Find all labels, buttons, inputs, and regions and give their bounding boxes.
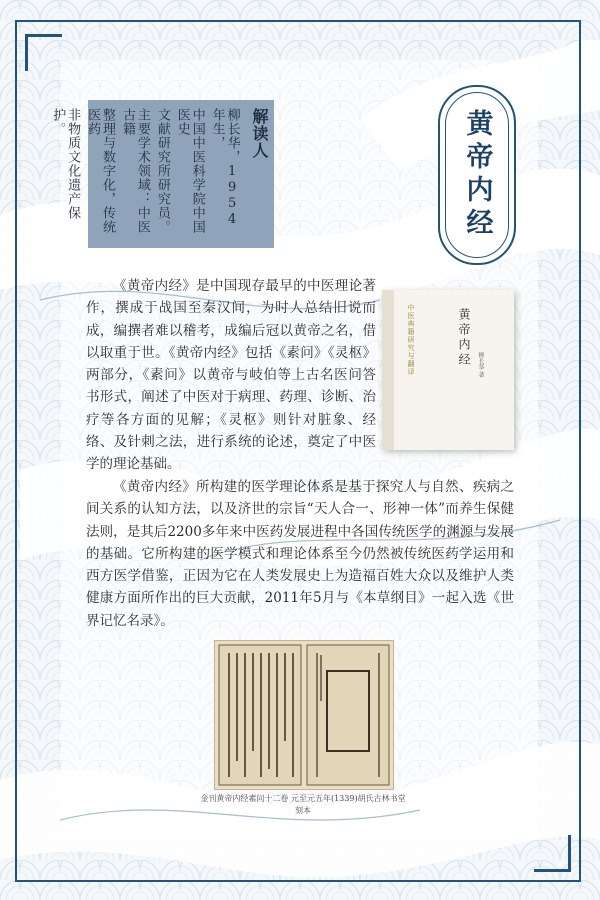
- cover-author: 柳长华 著: [477, 352, 484, 378]
- ancient-book-photo: [214, 640, 394, 790]
- reader-info-box: [50, 100, 274, 248]
- badge-inner-border: [445, 92, 509, 258]
- cover-title: 黄帝内经: [457, 308, 471, 368]
- reader-line: 柳长华，1954年生，: [209, 108, 240, 228]
- body-paragraph: 《黄帝内经》所构建的医学理论体系是基于探究人与自然、疾病之间关系的认知方法，以及济世的宗旨“天人合一、形神一体”而养生保健法则，是其后2200多年来中医药发展进程中各国传统医学的渊源与发展的基础。它所构建的医学模式和理论体系至今仍然被传统医药学运用和西方医学借鉴，正因为它在人类发展史上为造福百姓大众以及维护人类健康方面所作出的巨大贡献，2011年5月与《本草纲目》一起入选《世界记忆名录》。: [86, 479, 514, 629]
- frame-corner-bottom-right: [534, 835, 571, 872]
- reader-line: 主要学术领域：中医古籍: [119, 108, 150, 234]
- book-cover-image: [382, 290, 514, 450]
- reader-line: 文献研究所研究员。: [154, 108, 170, 234]
- reader-title: 解读人: [250, 108, 269, 159]
- reader-line: 非物质文化遗产保护。: [50, 108, 81, 220]
- reader-line: 整理与数字化，传统医药: [85, 108, 116, 234]
- photo-caption: 金刊黄帝内经素问十二卷 元至元五年(1339)胡氏古林书堂刻本: [200, 794, 406, 815]
- frame-corner-top-left: [25, 34, 62, 71]
- book-spine: [382, 290, 394, 450]
- reader-line: 中国中医科学院中国医史: [174, 108, 205, 234]
- book-title-badge: [438, 85, 516, 265]
- body-paragraph: 《黄帝内经》是中国现存最早的中医理论著作，撰成于战国至秦汉间，为时人总结旧说而成，编撰者难以稽考，成编后冠以黄帝之名，借以取重于世。《黄帝内经》包括《素问》《灵枢》两部分，《素问》以黄帝与岐伯等上古名医问答书形式，阐述了中医对于病理、药理、诊断、治疗等各方面的见解；《灵枢》则针对脏象、经络、及针刺之法，进行系统的论述，奠定了中医学的理论基础。: [86, 278, 376, 473]
- cover-side-text: 中医典籍研究与翻译: [407, 304, 415, 376]
- book-title: 黄帝内经: [461, 109, 493, 241]
